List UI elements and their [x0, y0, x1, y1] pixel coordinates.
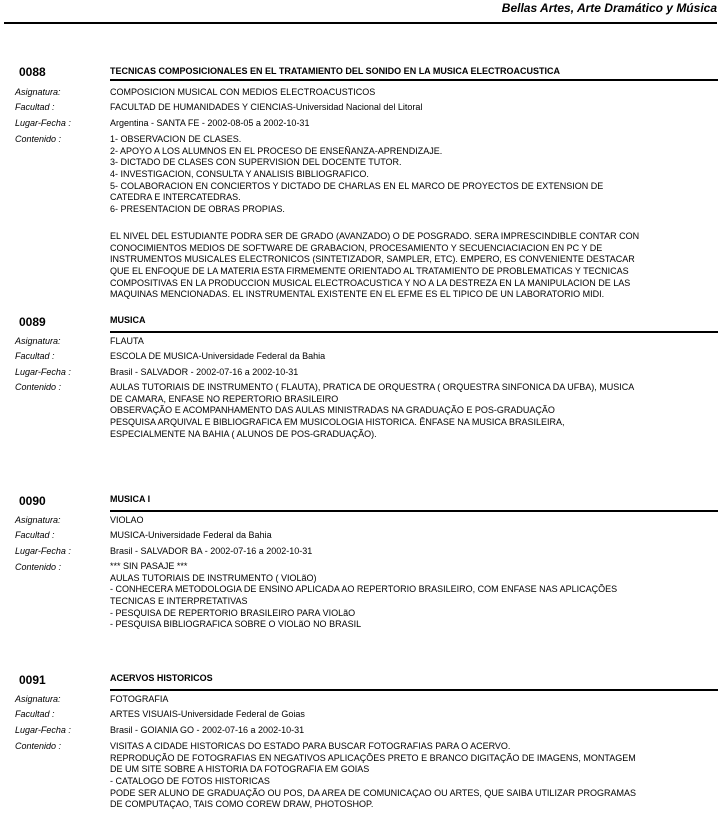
content-line: OBSERVAÇÃO E ACOMPANHAMENTO DAS AULAS MINISTRADAS NA GRADUAÇÃO E POS-GRADUAÇÃO [110, 405, 555, 416]
facultad-row [0, 709, 721, 723]
facultad-value: ESCOLA DE MUSICA-Universidade Federal da Bahia [110, 351, 326, 361]
asignatura-row [0, 694, 721, 708]
facultad-value: ARTES VISUAIS-Universidade Federal de Goias [110, 709, 305, 719]
facultad-row [0, 102, 721, 116]
contenido-label: Contenido : [15, 134, 62, 144]
lugar-fecha-value: Brasil - SALVADOR - 2002-07-16 a 2002-10-31 [110, 367, 299, 377]
asignatura-label: Asignatura: [15, 336, 61, 346]
content-line: ESPECIALMENTE NA BAHIA ( ALUNOS DE POS-GRADUAÇÃO). [110, 428, 377, 439]
entry-code: 0090 [19, 494, 46, 508]
content-line: DE COMPUTAÇAO, TAIS COMO COREW DRAW, PHOTOSHOP. [110, 799, 374, 810]
entry-title: TECNICAS COMPOSICIONALES EN EL TRATAMIENTO DEL SONIDO EN LA MUSICA ELECTROACUSTICA [110, 66, 561, 76]
content-line: CONOCIMIENTOS MEDIOS DE SOFTWARE DE GRABACION, PROCESAMIENTO Y SECUENCIACIACION EN PC Y DE [110, 242, 603, 253]
facultad-label: Facultad : [15, 351, 55, 361]
content-line: DE CAMARA, ENFASE NO REPERTORIO BRASILEIRO [110, 393, 339, 404]
content-line: VISITAS A CIDADE HISTORICAS DO ESTADO PARA BUSCAR FOTOGRAFIAS PARA O ACERVO. [110, 741, 511, 751]
content-line: - PESQUISA DE REPERTORIO BRASILEIRO PARA VIOLãO [110, 607, 356, 618]
asignatura-value: COMPOSICION MUSICAL CON MEDIOS ELECTROACUSTICOS [110, 87, 376, 97]
asignatura-value: FOTOGRAFIA [110, 694, 169, 704]
lugar-fecha-row [0, 367, 721, 381]
content-line: CATEDRA E INTERCATEDRAS. [110, 192, 241, 203]
content-line: 5- COLABORACION EN CONCIERTOS Y DICTADO DE CHARLAS EN EL MARCO DE PROYECTOS DE EXTENSION DE [110, 180, 604, 191]
content-line: INSTRUMENTOS MUSICALES ELECTRONICOS (SINTETIZADOR, SAMPLER, ETC). EMPERO, ES CONVENIENTE DESTACAR [110, 254, 635, 265]
content-line: *** SIN PASAJE *** [110, 561, 188, 571]
content-line: 2- APOYO A LOS ALUMNOS EN EL PROCESO DE ENSEÑANZA-APRENDIZAJE. [110, 145, 443, 156]
asignatura-label: Asignatura: [15, 694, 61, 704]
facultad-row [0, 351, 721, 365]
lugar-fecha-label: Lugar-Fecha : [15, 367, 71, 377]
lugar-fecha-label: Lugar-Fecha : [15, 725, 71, 735]
content-line: PESQUISA ARQUIVAL E BIBLIOGRAFICA EM MUSICOLOGIA HISTORICA. ÊNFASE NA MUSICA BRASILEIRA, [110, 417, 565, 428]
content-line: COMPOSITIVAS EN LA PRODUCCION MUSICAL ELECTROACUSTICA Y NO A LA DESTREZA EN LA MANIPULACION DE LAS [110, 277, 631, 288]
facultad-label: Facultad : [15, 709, 55, 719]
lugar-fecha-row [0, 118, 721, 132]
facultad-label: Facultad : [15, 102, 55, 112]
content-line: 6- PRESENTACION DE OBRAS PROPIAS. [110, 204, 285, 215]
contenido-text [110, 134, 718, 301]
entry-code: 0089 [19, 315, 46, 329]
content-line: REPRODUÇÃO DE FOTOGRAFIAS EN NEGATIVOS APLICAÇÕES PRETO E BRANCO DIGITAÇÃO DE IMAGENS, MONTAGEM [110, 752, 636, 763]
content-line: - CONHECERA METODOLOGIA DE ENSINO APLICADA AO REPERTORIO BRASILEIRO, COM ENFASE NAS APLICAÇÕES [110, 584, 618, 595]
asignatura-label: Asignatura: [15, 515, 61, 525]
content-line: QUE EL ENFOQUE DE LA MATERIA ESTA FIRMEMENTE ORIENTADO AL TRATAMIENTO DE PROBLEMATICAS Y TECNICAS [110, 265, 629, 276]
entry-code: 0088 [19, 65, 46, 79]
content-line: - PESQUISA BIBLIOGRAFICA SOBRE O VIOLãO NO BRASIL [110, 619, 362, 630]
facultad-label: Facultad : [15, 530, 55, 540]
asignatura-row [0, 515, 721, 529]
header-divider [4, 22, 717, 24]
content-line: - CATALOGO DE FOTOS HISTORICAS [110, 776, 270, 787]
contenido-label: Contenido : [15, 382, 62, 392]
lugar-fecha-value: Brasil - SALVADOR BA - 2002-07-16 a 2002-10-31 [110, 546, 313, 556]
lugar-fecha-value: Brasil - GOIANIA GO - 2002-07-16 a 2002-10-31 [110, 725, 305, 735]
title-divider [110, 331, 718, 333]
content-line: AULAS TUTORIAIS DE INSTRUMENTO ( FLAUTA), PRATICA DE ORQUESTRA ( ORQUESTRA SINFONICA DA UFBA), MUSICA [110, 382, 635, 392]
asignatura-row [0, 87, 721, 101]
lugar-fecha-row [0, 725, 721, 739]
content-line: 3- DICTADO DE CLASES CON SUPERVISION DEL DOCENTE TUTOR. [110, 157, 402, 168]
asignatura-label: Asignatura: [15, 87, 61, 97]
page-title: Bellas Artes, Arte Dramático y Música [501, 1, 717, 15]
entry-title: ACERVOS HISTORICOS [110, 673, 213, 683]
title-divider [110, 689, 718, 691]
contenido-text [110, 382, 718, 440]
asignatura-value: FLAUTA [110, 336, 144, 346]
lugar-fecha-label: Lugar-Fecha : [15, 546, 71, 556]
asignatura-row [0, 336, 721, 350]
content-line: DE UM SITE SOBRE A HISTORIA DA FOTOGRAFIA EM GOIAS [110, 764, 370, 775]
entry-title: MUSICA [110, 315, 146, 325]
content-line: AULAS TUTORIAIS DE INSTRUMENTO ( VIOLãO) [110, 572, 317, 583]
lugar-fecha-row [0, 546, 721, 560]
lugar-fecha-label: Lugar-Fecha : [15, 118, 71, 128]
content-line: 1- OBSERVACION DE CLASES. [110, 134, 242, 144]
content-line: 4- INVESTIGACION, CONSULTA Y ANALISIS BIBLIOGRAFICO. [110, 169, 369, 180]
facultad-row [0, 530, 721, 544]
content-line: EL NIVEL DEL ESTUDIANTE PODRA SER DE GRADO (AVANZADO) O DE POSGRADO. SERA IMPRESCINDIBLE CONTAR CON [110, 230, 640, 241]
content-line: TECNICAS E INTERPRETATIVAS [110, 596, 248, 607]
facultad-value: FACULTAD DE HUMANIDADES Y CIENCIAS-Universidad Nacional del Litoral [110, 102, 423, 112]
content-line: MAQUINAS MENCIONADAS. EL INSTRUMENTAL EXISTENTE EN EL EFME ES EL TIPICO DE UN LABORATORIO MIDI. [110, 289, 605, 300]
asignatura-value: VIOLAO [110, 515, 144, 525]
contenido-text [110, 741, 718, 811]
lugar-fecha-value: Argentina - SANTA FE - 2002-08-05 a 2002-10-31 [110, 118, 310, 128]
content-line [110, 216, 718, 231]
contenido-label: Contenido : [15, 741, 62, 751]
entry-title: MUSICA I [110, 494, 151, 504]
contenido-text [110, 561, 718, 631]
contenido-label: Contenido : [15, 562, 62, 572]
content-line: PODE SER ALUNO DE GRADUAÇÃO OU POS, DA AREA DE COMUNICAÇAO OU ARTES, QUE SAIBA UTILIZAR PROGRAMAS [110, 787, 636, 798]
entry-code: 0091 [19, 673, 46, 687]
title-divider [110, 79, 718, 81]
facultad-value: MUSICA-Universidade Federal da Bahia [110, 530, 272, 540]
title-divider [110, 510, 718, 512]
page-header [0, 0, 721, 27]
